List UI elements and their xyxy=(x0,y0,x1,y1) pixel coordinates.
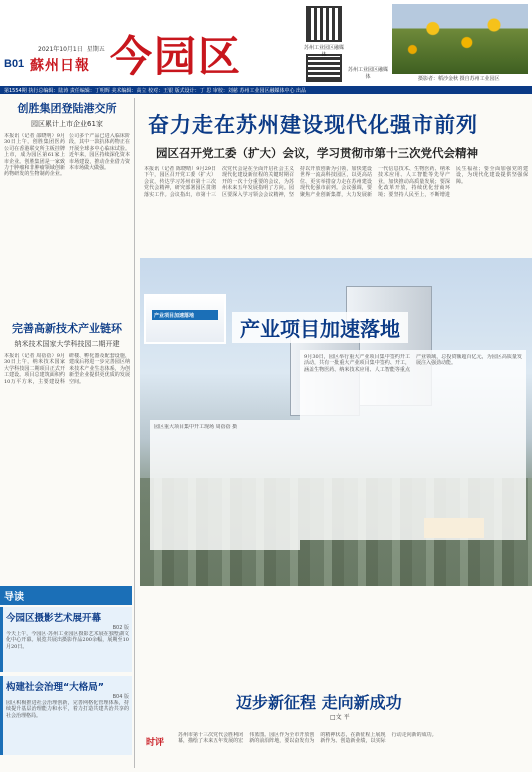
left-article-1 xyxy=(4,100,130,303)
bottom-headline: 迈步新征程 走向新成功 xyxy=(236,693,402,712)
main-headline: 奋力走在苏州建设现代化强市前列 xyxy=(148,113,478,137)
hero-inset-photo xyxy=(144,294,226,344)
bottom-byline: □文 平 xyxy=(330,714,350,721)
brief-item-1[interactable] xyxy=(0,607,132,672)
hero-banner: 产业项目加速落地 xyxy=(232,312,408,343)
masthead xyxy=(0,0,532,92)
left-article-1-title: 创胜集团登陆港交所 xyxy=(17,102,117,115)
page-id: B01 xyxy=(4,58,25,70)
brief-item-1-title: 今园区摄影艺术展开幕 xyxy=(6,613,102,624)
masthead-photo-caption: 摄影者：稻沙金秋 摄自苏州工业园区 xyxy=(418,76,500,82)
brief-section xyxy=(0,586,132,755)
left-article-2-subtitle: 纳米技术国家大学科技园二期开建 xyxy=(14,340,120,348)
main-body: 本报讯（记者 陈晓晴）9月29日下午，园区召开党工委（扩大）会议，传达学习苏州市第十三次党代会精神，研究部署园区贯彻落实工作。会议指出，市第十三次党代会是在全面开启社会主义现代化建设新征程的关键时期召开的一次十分重要的会议，为苏州未来五年发展指明了方向。园区要深入学习领会会议精神，坚持以开放创新为引领，加快建设世界一流高科技园区，以更高站位、更实举措奋力走在苏州建设现代化强市前列。会议强调，要聚焦产业创新集群，大力发展新一代信息技术、生物医药、纳米技术应用、人工智能等先导产业，加快推动高质量发展；要深化改革开放，持续优化营商环境；要坚持人民至上，不断增进民生福祉；要全面加强党的建设，为现代化建设提供坚强保障。 xyxy=(144,166,528,198)
masthead-photo xyxy=(392,4,528,74)
date-text: 2021年10月1日 xyxy=(38,46,83,53)
qr-code-2[interactable] xyxy=(306,54,342,82)
info-bar: 第1554期 执行总编辑：陆涛 责任编辑：丁明辉 美术编辑：高立 校对：王银 版式设计：丁 思 审校：刘慈 苏州工业园区融媒体中心 出品 xyxy=(0,86,532,94)
hero-caption: 园区重大项目集中开工现场 周蓓蓓 摄 xyxy=(154,424,238,430)
brief-header: 导读 xyxy=(0,586,132,605)
brief-item-2-title: 构建社会治理“大格局” xyxy=(6,682,104,693)
bottom-body: 苏州市第十三次党代会胜利闭幕，描绘了未来五年发展的宏伟蓝图。园区作为全市开放创新的前沿阵地，要以奋发有为的精神状态，在新征程上展现新作为、创造新业绩，以实际行动走向新的成功。 xyxy=(178,732,437,745)
left-article-2 xyxy=(4,320,130,581)
brief-item-2[interactable] xyxy=(0,676,132,755)
left-article-2-title: 完善高新技术产业链环 xyxy=(12,322,122,335)
dateline xyxy=(38,44,109,53)
paper-name: 蘇州日報 xyxy=(30,58,90,74)
comment-tag: 时评 xyxy=(146,738,165,748)
hero-inset-banner: 产业项目加速落地 xyxy=(152,310,218,320)
left-article-1-body: 本报讯（记者 邵晓明）9月30日上午，创胜集团医药公司在香港联交所主板挂牌上市，成为园区第61家上市企业。创胜集团是一家致力于肿瘤和非肿瘤领域创新药物研发的生物制药企业。公司多个产品已进入临床阶段，其中一款抗体药物正在开展全球多中心临床试验。近年来，园区持续深化资本市场建设，推动企业借力资本市场做大做强。 xyxy=(4,133,130,178)
left-article-2-body: 本报讯（记者 周蓓蓓）9月30日上午，纳米技术国家大学科技园二期项目正式开工建设。项目总建筑面积约10万平方米，主要建设科研楼、孵化器及配套设施，建成后将进一步完善园区纳米技术产业生态体系，为创新型企业提供更优质的发展空间。 xyxy=(4,353,130,385)
brief-item-1-tag: B02 版 xyxy=(112,625,129,631)
left-article-1-subtitle: 园区累计上市企业61家 xyxy=(31,120,103,128)
qr-caption-2: 苏州工业园区融媒体 xyxy=(348,67,389,80)
brief-item-2-body: 园区积极推进社会治理创新，完善网格化管理体系，持续提升基层治理能力和水平，着力打造共建共治共享的社会治理格局。 xyxy=(6,700,129,719)
section-title: 今园区 xyxy=(110,32,243,81)
qr-code-1[interactable] xyxy=(306,6,342,42)
column-divider xyxy=(134,98,135,768)
hero-text-box-left xyxy=(150,420,300,550)
brief-item-1-body: 今天上午，今园区·苏州工业园区摄影艺术展在独墅湖文化中心开幕。展览共展出摄影作品200余幅，展期至10月20日。 xyxy=(6,631,129,650)
main-subheadline: 园区召开党工委（扩大）会议，学习贯彻市第十三次党代会精神 xyxy=(156,146,478,160)
weekday-text: 星期五 xyxy=(86,46,105,53)
qr-caption-1: 苏州工业园区融媒 xyxy=(304,45,345,51)
hero-text-box-right xyxy=(300,350,526,540)
brief-item-2-tag: B04 版 xyxy=(112,694,129,700)
hero-text: 9月30日，园区举行重大产业项目集中签约开工活动，共有一批重大产业项目集中签约、开工，涵盖生物医药、纳米技术应用、人工智能等重点产业领域，总投资额超百亿元，为园区高质量发展注入强劲动能。 xyxy=(304,354,522,373)
